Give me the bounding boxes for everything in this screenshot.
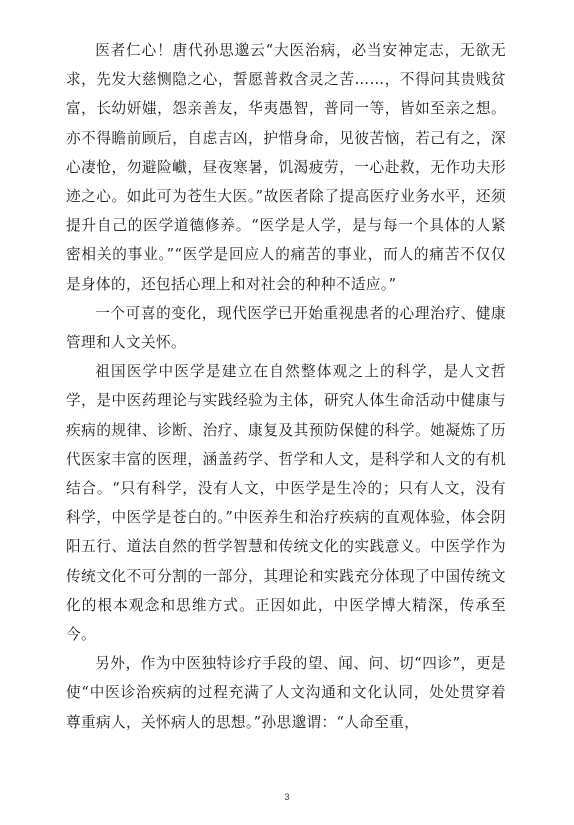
paragraph-2: 一个可喜的变化，现代医学已开始重视患者的心理治疗、健康管理和人文关怀。 [66,304,506,352]
page-number: 3 [284,792,290,802]
paragraph-4: 另外，作为中医独特诊疗手段的望、闻、问、切“四诊”，更是使“中医诊治疾病的过程充满了人文沟通和文化认同，处处贯穿着尊重病人，关怀病人的思想。”孙思邈谓：“人命至重， [66,655,506,731]
paragraph-1: 医者仁心！唐代孙思邈云“大医治病，必当安神定志，无欲无求，先发大慈恻隐之心，誓愿普救含灵之苦……，不得问其贵贱贫富，长幼妍媸，怨亲善友，华夷愚智，普同一等，皆如至亲之想。亦不得瞻前顾后，自虑吉凶，护惜身命，见彼苦恼，若己有之，深心凄怆，勿避险巇，昼夜寒暑，饥渴疲劳，一心赴救，无作功夫形迹之心。如此可为苍生大医。”故医者除了提高医疗业务水平，还须提升自己的医学道德修养。“医学是人学，是与每一个具体的人紧密相关的事业。”“医学是回应人的痛苦的事业，而人的痛苦不仅仅是身体的，还包括心理上和对社会的种种不适应。” [66,42,506,293]
paragraph-3: 祖国医学中医学是建立在自然整体观之上的科学，是人文哲学，是中医药理论与实践经验为主体，研究人体生命活动中健康与疾病的规律、诊断、治疗、康复及其预防保健的科学。她凝炼了历代医家丰富的医理，涵盖药学、哲学和人文，是科学和人文的有机结合。“只有科学，没有人文，中医学是生冷的；只有人文，没有科学，中医学是苍白的。”中医养生和治疗疾病的直观体验，体会阴阳五行、道法自然的哲学智慧和传统文化的实践意义。中医学作为传统文化不可分割的一部分，其理论和实践充分体现了中国传统文化的根本观念和思维方式。正因如此，中医学博大精深，传承至今。 [66,363,506,644]
body-text [66,36,506,737]
